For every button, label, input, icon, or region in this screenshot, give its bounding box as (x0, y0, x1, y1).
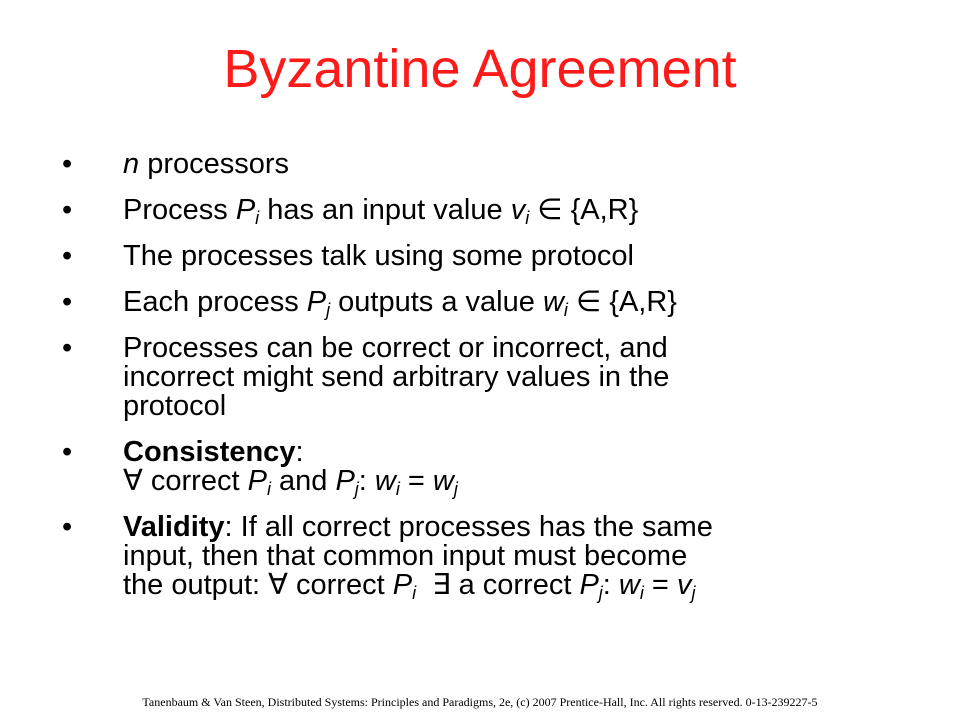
copyright-footer: Tanenbaum & Van Steen, Distributed Systems: Principles and Paradigms, 2e, (c) 2007 Prentice-Hall, Inc. All rights reserved. 0-13-239227-5 (142, 695, 818, 709)
bullet-validity (0, 511, 960, 603)
forall-symbol: ∀ (123, 465, 143, 497)
forall-symbol: ∀ (268, 569, 288, 601)
bullet-list (0, 150, 960, 617)
bullet-text: n processors (123, 148, 290, 180)
bullet-text: Processes can be correct or incorrect, and incorrect might send arbitrary values in the protocol (123, 332, 670, 422)
bullet-dot: • (62, 194, 73, 226)
element-of-symbol: ∈ (529, 194, 571, 226)
bullet-consistency (0, 436, 960, 499)
bullet-text: Consistency: ∀ correct $P_i$ and $P_j$: $w_i = w_j$ (123, 436, 458, 499)
bullet-n-processors (0, 150, 960, 179)
var-n: n (123, 148, 140, 180)
bullet-protocol (0, 242, 960, 271)
bullet-text: Validity: If all correct processes has the same input, then that common input must become the output: ∀ correct $P_i$ ∃ a correct $P_j$: $w_i = v_j$ (123, 511, 713, 603)
bullet-correct-incorrect (0, 334, 960, 421)
bullet-text: Each process $P_j$ outputs a value $w_i$ ∈ {A,R} (123, 286, 677, 320)
bullet-dot: • (62, 511, 73, 543)
bullet-dot: • (62, 240, 73, 272)
bullet-dot: • (62, 436, 73, 468)
bullet-dot: • (62, 332, 73, 364)
bullet-text: The processes talk using some protocol (123, 240, 634, 272)
exists-symbol: ∃ (432, 569, 451, 601)
bullet-output-value (0, 286, 960, 320)
bullet-text: Process $P_i$ has an input value $v_i$ ∈ {A,R} (123, 194, 639, 228)
slide-title: Byzantine Agreement (223, 39, 737, 99)
element-of-symbol: ∈ (567, 286, 610, 318)
validity-label: Validity (123, 511, 225, 543)
consistency-label: Consistency (123, 436, 296, 468)
bullet-input-value (0, 194, 960, 228)
bullet-dot: • (62, 148, 73, 180)
bullet-dot: • (62, 286, 73, 318)
